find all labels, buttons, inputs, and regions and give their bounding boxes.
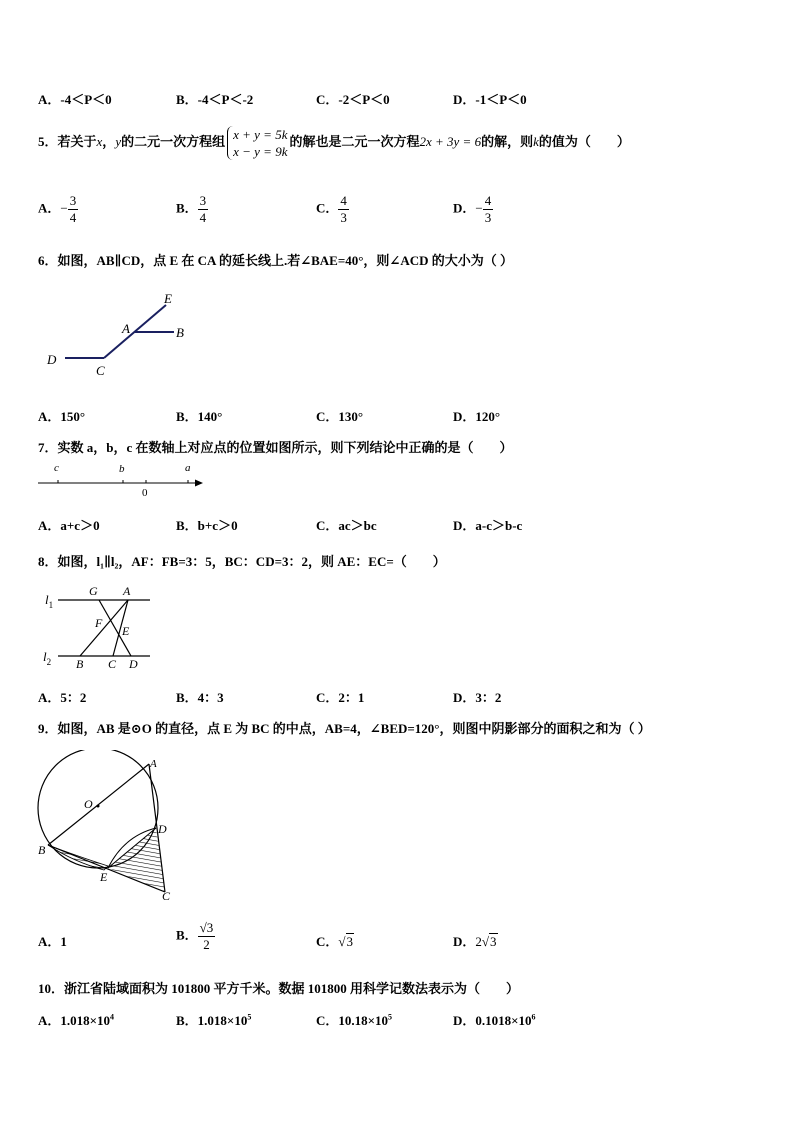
q5-option-d-fraction (483, 193, 494, 226)
q5-option-d-num: 4 (484, 193, 492, 208)
q5-option-d-sign: − (475, 200, 483, 216)
q5-option-b-den: 4 (199, 210, 207, 225)
q5-eq3: 2x + 3y = 6 (419, 133, 482, 149)
q7-option-c: C．ac＞bc (316, 518, 377, 533)
q8-stem: 8．如图，l₁∥l₂，AF：FB=3：5，BC：CD=3：2，则 AE：EC=（ ） (38, 554, 446, 569)
q9-option-c-sqrt: √3 (338, 934, 354, 949)
q10-option-c-base: C．10.18×10 (316, 1013, 389, 1028)
q5-option-c-num: 4 (340, 193, 347, 208)
q9-circle (38, 750, 158, 868)
q5-option-a (38, 193, 78, 226)
q7-label-a: a (185, 462, 191, 474)
q10-option-c-exp: 5 (388, 1012, 393, 1022)
q9-figure (34, 750, 184, 910)
q9-label-d: D (158, 822, 167, 836)
q6-stem: 6．如图，AB∥CD，点 E 在 CA 的延长线上.若∠BAE=40°，则∠ACD 的大小为（ ） (38, 253, 513, 268)
q4-option-b: B．-4＜P＜-2 (176, 92, 254, 107)
q9-option-b-den: 2 (203, 937, 210, 952)
q6-label-c: C (96, 363, 105, 378)
q5-option-a-den: 4 (69, 210, 77, 225)
q7-number-line (36, 458, 208, 500)
q5-option-c-fraction (338, 193, 349, 226)
q7-arrow-icon (195, 480, 203, 487)
q10-option-b (176, 1010, 251, 1029)
q5-sep: ， (102, 133, 116, 149)
q8-option-a: A．5：2 (38, 690, 87, 705)
q9-option-c-radicand: 3 (346, 934, 354, 949)
q10-stem: 10．浙江省陆域面积为 101800 平方千米。数据 101800 用科学记数法表示为（ ） (38, 981, 520, 996)
q4-option-c: C．-2＜P＜0 (316, 92, 390, 107)
q9-option-d-radicand: 3 (490, 934, 497, 949)
q8-label-a: A (123, 584, 131, 598)
q5-option-a-fraction (68, 193, 79, 226)
q9-stem: 9．如图，AB 是⊙O 的直径，点 E 为 BC 的中点，AB=4，∠BED=120°，则图中阴影部分的面积之和为（ ） (38, 721, 651, 736)
q9-option-d (453, 931, 498, 950)
q5-option-c-den: 3 (340, 210, 347, 225)
q9-option-b-fraction (198, 920, 216, 953)
q7-label-b: b (119, 463, 125, 475)
q8-label-l2: $l_2$ (43, 649, 52, 667)
q5-option-a-sign: − (60, 200, 68, 216)
q9-label-e: E (100, 870, 108, 884)
q5-equation-system (227, 126, 287, 160)
q5-option-c (316, 193, 349, 226)
q9-option-c-label: C． (316, 934, 339, 949)
q7-label-zero: 0 (142, 487, 148, 499)
q10-option-c (316, 1010, 392, 1029)
q5-mid: 的二元一次方程组 (121, 133, 226, 149)
q10-option-a-exp: 4 (110, 1012, 115, 1022)
q10-option-d-exp: 6 (531, 1012, 536, 1022)
q8-label-b: B (76, 657, 84, 671)
q9-option-b-num: √3 (199, 920, 214, 935)
q7-label-c: c (54, 462, 59, 474)
q8-label-l1: $l_1$ (45, 592, 54, 610)
q5-option-b (176, 193, 208, 226)
q8-figure (38, 580, 158, 672)
q8-option-b: B．4：3 (176, 690, 224, 705)
q10-option-a-base: A．1.018×10 (38, 1013, 111, 1028)
q5-option-d-den: 3 (484, 210, 492, 225)
q9-option-c (316, 931, 354, 950)
q6-label-b: B (176, 325, 184, 340)
q6-option-a: A．150° (38, 409, 86, 424)
q5-option-b-fraction (198, 193, 209, 226)
q5-option-d (453, 193, 493, 226)
q5-option-b-num: 3 (199, 193, 207, 208)
q10-option-b-base: B．1.018×10 (176, 1013, 248, 1028)
q6-option-c: C．130° (316, 409, 364, 424)
q9-option-d-sqrt: √3 (481, 934, 497, 949)
q8-label-g: G (89, 584, 98, 598)
q5-eq1: x + y = 5k (233, 127, 288, 142)
q9-option-d-coef: 2 (475, 934, 482, 949)
q5-var-y: y (115, 133, 122, 149)
q10-option-b-exp: 5 (247, 1012, 252, 1022)
q9-label-c: C (162, 889, 171, 903)
q5-option-d-label: D． (453, 200, 476, 216)
q8-label-d: D (129, 657, 138, 671)
q9-option-d-label: D． (453, 934, 476, 949)
q7-option-d: D．a-c＞b-c (453, 518, 523, 533)
q8-option-d: D．3：2 (453, 690, 502, 705)
q9-label-b: B (38, 843, 46, 857)
q5-option-b-label: B． (176, 200, 198, 216)
q9-label-a: A (150, 758, 157, 770)
q5-suffix: 的值为（ ） (538, 133, 630, 149)
q9-option-a: A．1 (38, 934, 67, 949)
q5-mid2: 的解也是二元一次方程 (289, 133, 420, 149)
q6-option-b: B．140° (176, 409, 223, 424)
q7-option-b: B．b+c＞0 (176, 518, 238, 533)
q10-option-d-base: D．0.1018×10 (453, 1013, 532, 1028)
q9-center-dot (97, 805, 100, 808)
q6-option-d: D．120° (453, 409, 501, 424)
q9-option-b-label: B． (176, 927, 198, 943)
q5-eq2: x − y = 9k (233, 144, 288, 159)
q8-option-c: C．2：1 (316, 690, 365, 705)
q5-option-a-label: A． (38, 200, 61, 216)
q6-label-e: E (164, 291, 172, 306)
q8-label-c: C (108, 657, 117, 671)
q5-prefix: 5．若关于 (38, 133, 97, 149)
q9-line-ba (48, 764, 149, 845)
q9-option-b (176, 920, 215, 953)
q9-label-o: O (84, 797, 93, 811)
q6-label-a: A (122, 321, 130, 336)
q5-mid3: 的解，则 (481, 133, 534, 149)
q7-stem: 7．实数 a，b，c 在数轴上对应点的位置如图所示，则下列结论中正确的是（ ） (38, 440, 513, 455)
q10-option-d (453, 1010, 536, 1029)
q6-figure (38, 285, 208, 380)
q8-label-e: E (122, 624, 130, 638)
q7-option-a: A．a+c＞0 (38, 518, 100, 533)
q5-var-k: k (533, 133, 539, 149)
q8-label-f: F (95, 616, 103, 630)
q5-stem (38, 126, 630, 160)
q4-option-a: A．-4＜P＜0 (38, 92, 112, 107)
q10-option-a (38, 1010, 114, 1029)
q6-label-d: D (47, 352, 57, 367)
q5-option-a-num: 3 (69, 193, 77, 208)
q5-option-c-label: C． (316, 200, 339, 216)
q4-option-d: D．-1＜P＜0 (453, 92, 527, 107)
q5-var-x: x (96, 133, 103, 149)
